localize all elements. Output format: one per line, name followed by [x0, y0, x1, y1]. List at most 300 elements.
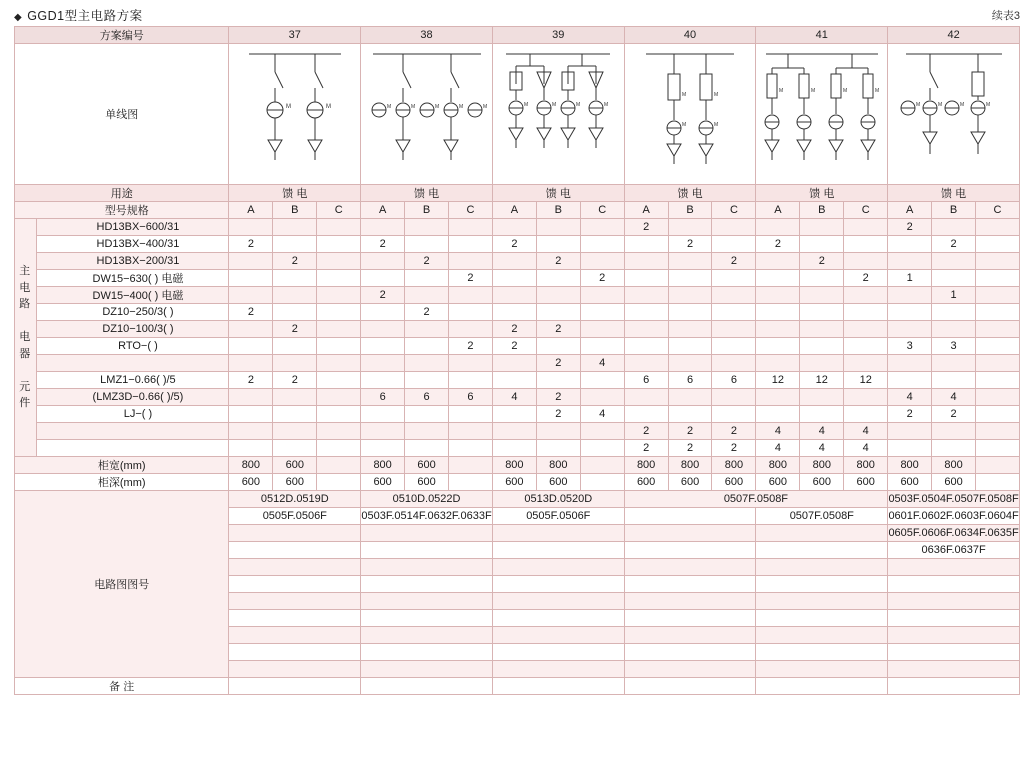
cell: 2	[405, 253, 449, 270]
spec-name: HD13BX−600/31	[37, 219, 229, 236]
cell: 800	[888, 457, 932, 474]
spec-name: DW15−400( ) 电磁	[37, 287, 229, 304]
cell	[756, 406, 800, 423]
cell	[975, 270, 1019, 287]
cell	[888, 321, 932, 338]
cell	[800, 321, 844, 338]
cell	[317, 321, 361, 338]
cell	[273, 355, 317, 372]
cell	[361, 304, 405, 321]
cell	[932, 372, 976, 389]
cell: 2	[624, 423, 668, 440]
cell	[580, 389, 624, 406]
cell	[317, 423, 361, 440]
usage-label: 用途	[15, 185, 229, 202]
group-label-main-circuit: 主 电 路 电 器 元 件	[15, 219, 37, 457]
cell: 2	[800, 253, 844, 270]
cell	[975, 457, 1019, 474]
svg-text:M: M	[285, 104, 291, 110]
cell	[317, 440, 361, 457]
cell: 6	[448, 389, 492, 406]
cell	[624, 287, 668, 304]
cell	[624, 321, 668, 338]
circuit-code-42-2: 0601F.0602F.0603F.0604F	[888, 508, 1020, 525]
spec-name: LJ−( )	[37, 406, 229, 423]
cell	[580, 287, 624, 304]
cell	[800, 389, 844, 406]
cell: 2	[668, 440, 712, 457]
svg-text:M: M	[714, 92, 719, 98]
cell: 2	[624, 440, 668, 457]
circuit-code-spacer	[229, 559, 361, 576]
cell	[361, 372, 405, 389]
cell	[756, 253, 800, 270]
svg-text:M: M	[576, 102, 581, 108]
remark-41	[756, 678, 888, 695]
circuit-code-39-4	[492, 542, 624, 559]
circuit-code-spacer	[361, 661, 493, 678]
usage-value-42: 馈 电	[888, 185, 1020, 202]
cell	[975, 321, 1019, 338]
circuit-code-spacer	[888, 644, 1020, 661]
table-row	[15, 253, 1020, 270]
table-row	[15, 236, 1020, 253]
circuit-code-spacer	[624, 644, 756, 661]
circuit-code-spacer	[888, 627, 1020, 644]
cell	[580, 457, 624, 474]
circuit-code-39-2: 0505F.0506F	[492, 508, 624, 525]
cell	[844, 321, 888, 338]
circuit-code-spacer	[756, 644, 888, 661]
cell	[932, 440, 976, 457]
cell	[317, 372, 361, 389]
cell	[975, 440, 1019, 457]
cell: 6	[624, 372, 668, 389]
spec-name	[37, 440, 229, 457]
cell: 600	[229, 474, 273, 491]
scheme-number-38: 38	[361, 27, 493, 44]
cell: 2	[229, 372, 273, 389]
spec-name: LMZ1−0.66( )/5	[37, 372, 229, 389]
col-41-A: A	[756, 202, 800, 219]
circuit-code-spacer	[492, 610, 624, 627]
cell	[756, 219, 800, 236]
cell: 4	[844, 440, 888, 457]
cell	[361, 406, 405, 423]
cell	[229, 440, 273, 457]
cell: 2	[932, 406, 976, 423]
spec-name: DW15−630( ) 电磁	[37, 270, 229, 287]
col-42-B: B	[932, 202, 976, 219]
cell	[580, 423, 624, 440]
cell	[448, 321, 492, 338]
cell	[756, 389, 800, 406]
cell	[975, 338, 1019, 355]
spec-name: (LMZ3D−0.66( )/5)	[37, 389, 229, 406]
cell: 600	[273, 457, 317, 474]
cell	[668, 355, 712, 372]
cell	[229, 321, 273, 338]
cell	[273, 406, 317, 423]
cell	[229, 355, 273, 372]
cell: 800	[800, 457, 844, 474]
cell: 2	[756, 236, 800, 253]
cell: 2	[888, 406, 932, 423]
cell: 2	[448, 338, 492, 355]
cell	[536, 270, 580, 287]
cell	[932, 253, 976, 270]
cell	[844, 304, 888, 321]
circuit-code-spacer	[492, 559, 624, 576]
cell: 600	[405, 457, 449, 474]
cell	[888, 355, 932, 372]
table-row	[15, 321, 1020, 338]
circuit-code-40-4	[624, 542, 756, 559]
svg-text:M: M	[434, 104, 439, 110]
circuit-code-41-3	[756, 525, 888, 542]
cell: 2	[273, 372, 317, 389]
cell	[273, 270, 317, 287]
cell	[668, 253, 712, 270]
cell	[844, 406, 888, 423]
col-40-B: B	[668, 202, 712, 219]
cell	[317, 219, 361, 236]
cell	[229, 287, 273, 304]
cell	[405, 355, 449, 372]
cell	[492, 423, 536, 440]
cell	[800, 287, 844, 304]
cell	[405, 440, 449, 457]
cell	[229, 338, 273, 355]
scheme-label: 方案编号	[15, 27, 229, 44]
cell	[317, 355, 361, 372]
diagram-cell-39	[492, 44, 624, 185]
cell: 4	[844, 423, 888, 440]
spec-name	[37, 355, 229, 372]
circuit-code-spacer	[624, 627, 756, 644]
usage-value-41: 馈 电	[756, 185, 888, 202]
svg-text:M: M	[410, 104, 415, 110]
cell	[317, 270, 361, 287]
cell	[668, 338, 712, 355]
cell: 4	[580, 355, 624, 372]
svg-text:M: M	[842, 88, 847, 94]
cell	[668, 321, 712, 338]
cell	[405, 406, 449, 423]
cell	[844, 236, 888, 253]
cell: 2	[580, 270, 624, 287]
cell	[800, 355, 844, 372]
cell: 1	[932, 287, 976, 304]
cell	[800, 338, 844, 355]
cell: 800	[712, 457, 756, 474]
cell	[800, 236, 844, 253]
cell	[756, 270, 800, 287]
cell	[317, 287, 361, 304]
cell	[317, 406, 361, 423]
cell: 2	[273, 253, 317, 270]
cell: 2	[361, 236, 405, 253]
cell	[800, 219, 844, 236]
circuit-code-42-1: 0503F.0504F.0507F.0508F	[888, 491, 1020, 508]
svg-text:M: M	[810, 88, 815, 94]
cabinet-depth-label: 柜深(mm)	[15, 474, 229, 491]
cell	[580, 236, 624, 253]
table-row	[15, 423, 1020, 440]
svg-text:M: M	[778, 88, 783, 94]
circuit-code-spacer	[361, 610, 493, 627]
svg-text:M: M	[937, 102, 942, 108]
circuit-code-spacer	[361, 627, 493, 644]
table-row	[15, 287, 1020, 304]
circuit-code-37-4	[229, 542, 361, 559]
spec-name: DZ10−250/3( )	[37, 304, 229, 321]
circuit-code-spacer	[624, 610, 756, 627]
col-38-A: A	[361, 202, 405, 219]
cell	[888, 253, 932, 270]
svg-text:M: M	[985, 102, 990, 108]
cell	[888, 236, 932, 253]
cell	[668, 287, 712, 304]
cell: 12	[756, 372, 800, 389]
cell: 600	[932, 474, 976, 491]
cell	[580, 321, 624, 338]
circuit-code-40-1: 0507F.0508F	[624, 491, 888, 508]
table-row	[15, 304, 1020, 321]
svg-text:M: M	[458, 104, 463, 110]
cell	[492, 253, 536, 270]
cell	[273, 304, 317, 321]
usage-value-40: 馈 电	[624, 185, 756, 202]
cell	[844, 355, 888, 372]
circuit-code-39-3	[492, 525, 624, 542]
cell	[712, 287, 756, 304]
cell	[492, 270, 536, 287]
usage-row	[15, 185, 1020, 202]
cell	[580, 474, 624, 491]
cell: 2	[448, 270, 492, 287]
cell: 4	[580, 406, 624, 423]
cell	[580, 372, 624, 389]
cell: 600	[800, 474, 844, 491]
cell	[624, 270, 668, 287]
circuit-code-42-4: 0636F.0637F	[888, 542, 1020, 559]
cell	[932, 321, 976, 338]
col-39-C: C	[580, 202, 624, 219]
circuit-code-39-1: 0513D.0520D	[492, 491, 624, 508]
cell	[317, 304, 361, 321]
spec-name: HD13BX−200/31	[37, 253, 229, 270]
cell	[712, 389, 756, 406]
circuit-code-spacer	[229, 593, 361, 610]
cell	[273, 440, 317, 457]
circuit-code-41-4	[756, 542, 888, 559]
cell	[712, 270, 756, 287]
cell: 2	[668, 423, 712, 440]
cell: 800	[844, 457, 888, 474]
cell	[536, 236, 580, 253]
svg-text:M: M	[386, 104, 391, 110]
cell	[975, 304, 1019, 321]
circuit-code-37-2: 0505F.0506F	[229, 508, 361, 525]
cell: 2	[229, 304, 273, 321]
cell	[668, 270, 712, 287]
cell	[448, 474, 492, 491]
circuit-code-37-1: 0512D.0519D	[229, 491, 361, 508]
diamond-icon: ◆	[14, 12, 23, 23]
cell: 800	[536, 457, 580, 474]
cell	[361, 253, 405, 270]
cell	[361, 219, 405, 236]
svg-text:M: M	[714, 122, 719, 128]
cell	[624, 406, 668, 423]
cell: 12	[844, 372, 888, 389]
diagram-cell-41	[756, 44, 888, 185]
cell	[668, 219, 712, 236]
cell: 2	[492, 338, 536, 355]
cell	[405, 423, 449, 440]
cell: 600	[273, 474, 317, 491]
remark-39	[492, 678, 624, 695]
circuit-code-spacer	[756, 559, 888, 576]
diagram-cell-37	[229, 44, 361, 185]
cell	[580, 440, 624, 457]
cell: 4	[800, 423, 844, 440]
cell: 2	[536, 253, 580, 270]
col-38-C: C	[448, 202, 492, 219]
cell	[448, 236, 492, 253]
cell	[536, 372, 580, 389]
cell	[492, 355, 536, 372]
table-row	[15, 440, 1020, 457]
cell: 2	[361, 287, 405, 304]
cell	[975, 474, 1019, 491]
cell	[975, 389, 1019, 406]
circuit-code-row	[15, 491, 1020, 508]
cell	[975, 253, 1019, 270]
cell	[492, 406, 536, 423]
cabinet-width-label: 柜宽(mm)	[15, 457, 229, 474]
svg-text:M: M	[524, 102, 529, 108]
cell: 600	[712, 474, 756, 491]
cell: 600	[536, 474, 580, 491]
circuit-code-spacer	[888, 559, 1020, 576]
cell: 600	[668, 474, 712, 491]
svg-text:M: M	[959, 102, 964, 108]
cell	[448, 253, 492, 270]
cell	[756, 355, 800, 372]
cell	[712, 304, 756, 321]
cell	[448, 406, 492, 423]
cell	[317, 389, 361, 406]
cell	[580, 338, 624, 355]
cell	[361, 270, 405, 287]
scheme-number-37: 37	[229, 27, 361, 44]
cell: 600	[844, 474, 888, 491]
svg-text:M: M	[874, 88, 879, 94]
scheme-number-39: 39	[492, 27, 624, 44]
cabinet-width-row	[15, 457, 1020, 474]
cell	[756, 321, 800, 338]
cell: 4	[492, 389, 536, 406]
cell	[668, 406, 712, 423]
cell: 800	[492, 457, 536, 474]
svg-text:M: M	[325, 104, 331, 110]
circuit-code-spacer	[229, 661, 361, 678]
cell	[361, 338, 405, 355]
circuit-code-spacer	[229, 576, 361, 593]
diagram-row	[15, 44, 1020, 185]
diagram-cell-40	[624, 44, 756, 185]
cell	[317, 253, 361, 270]
cell: 600	[361, 474, 405, 491]
remark-row	[15, 678, 1020, 695]
circuit-code-spacer	[492, 661, 624, 678]
spec-label: 型号规格	[15, 202, 229, 219]
cell	[492, 440, 536, 457]
cell	[624, 355, 668, 372]
cell	[229, 406, 273, 423]
circuit-code-spacer	[229, 644, 361, 661]
scheme-number-41: 41	[756, 27, 888, 44]
cell	[405, 236, 449, 253]
cell	[975, 236, 1019, 253]
cell: 600	[756, 474, 800, 491]
scheme-number-42: 42	[888, 27, 1020, 44]
cell: 6	[405, 389, 449, 406]
cell	[536, 440, 580, 457]
svg-text:M: M	[482, 104, 487, 110]
cell	[405, 338, 449, 355]
page-title-text: GGD1型主电路方案	[27, 9, 143, 23]
cell	[712, 406, 756, 423]
cell: 2	[712, 440, 756, 457]
cell	[361, 423, 405, 440]
cell	[624, 304, 668, 321]
circuit-code-spacer	[624, 576, 756, 593]
cell	[361, 355, 405, 372]
table-row	[15, 406, 1020, 423]
cell: 3	[888, 338, 932, 355]
remark-37	[229, 678, 361, 695]
col-39-A: A	[492, 202, 536, 219]
circuit-code-spacer	[492, 627, 624, 644]
cell: 6	[668, 372, 712, 389]
cell	[888, 287, 932, 304]
cell	[405, 321, 449, 338]
cell	[536, 219, 580, 236]
cell	[844, 219, 888, 236]
cell	[448, 423, 492, 440]
col-37-A: A	[229, 202, 273, 219]
cell	[712, 355, 756, 372]
cell	[932, 355, 976, 372]
svg-text:M: M	[915, 102, 920, 108]
table-header-row	[15, 27, 1020, 44]
continuation-note: 续表3	[991, 10, 1020, 22]
cell: 2	[492, 321, 536, 338]
circuit-code-41-2: 0507F.0508F	[756, 508, 888, 525]
cell	[273, 338, 317, 355]
cell	[273, 287, 317, 304]
remark-label: 备 注	[15, 678, 229, 695]
cell	[448, 372, 492, 389]
svg-text:M: M	[552, 102, 557, 108]
svg-text:M: M	[604, 102, 609, 108]
page-title	[14, 6, 143, 24]
cell	[448, 355, 492, 372]
cell	[975, 423, 1019, 440]
